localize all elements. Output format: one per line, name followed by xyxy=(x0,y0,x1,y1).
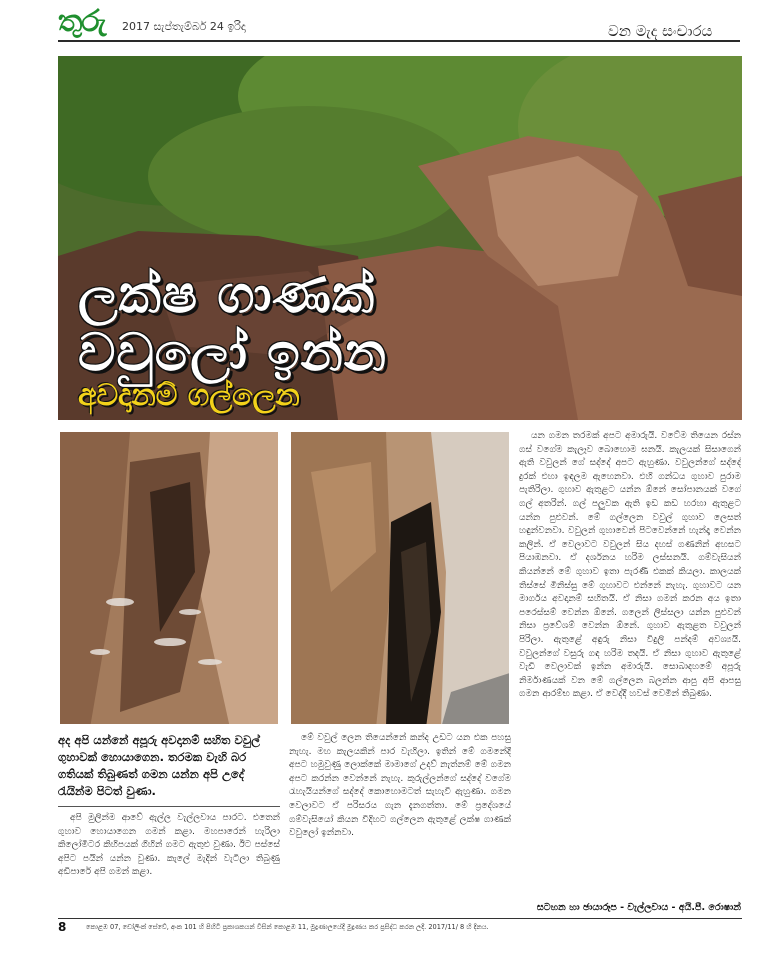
footer-rule xyxy=(58,918,742,919)
body-column-1 xyxy=(58,812,280,916)
issue-date: 2017 සැප්තැම්බර් 24 ඉරිදා xyxy=(122,20,246,33)
bats-in-cave-photo xyxy=(58,430,280,726)
body-paragraph: අපි මුලින්ම ආවේ ඇල්ල වැල්ලවාය පාරට. එතෙන් ගුහාව හොයාගෙන ගමන් කළා. මහපාරෙන් හැරිලා කිලෝමීටර කිහිපයක් ගිහින් ගමට ඇතුළු වුණා. ඊට පස්සේ අපිට පයින් යන්න වුණා. කැලේ මැදින් වැටිලා තිබුණු අඩිපාරේ අපි ගමන් කළා. xyxy=(58,813,280,878)
newspaper-logo: තුරු xyxy=(58,4,106,39)
body-paragraph: යන ගමන තරමක් අපට අමාරුයි. වටේම තියෙන රස්න ගස් වගේම කැලෑව බොහොම ඝනයි. කැලයක් සිසාගෙන් ඇති වවුලන් ගේ සද්දේ අපට ඇහුණා. වවුලන්ගේ සද්දේ දුරක් එහා ඉඳලම ඇහෙනවා. එහි ගන්ධය ගුහාව පුරාම පැතිරිලා. ගුහාව ඇතුළට යන්න ඕනේ සෝපානයක් වගේ ගල් අතරින්. ගල් පලුවක ඇති ඉඩ කඩ හරහා ඇතුළට යන්න පුළුවන්. මේ ගල්ලෙන වවුල් ගුහාව ලෙසත් හඳුන්වනවා. වවුලන් ගුහාවෙන් පිටවෙන්නේ හැන්දෑ වෙන්න කලින්. ඒ වෙලාවට වවුලන් සිය දහස් ගණනින් අහසට පියාඹනවා. ඒ දර්ශනය හරිම ලස්සනයි. ගම්වැසියන් කියන්නේ මේ ගුහාව ඉතා පැරණි එකක් කියලා. කාලයක් තිස්සේ මිනිස්සු මේ ගුහාවට එන්නේ නැහැ. ගුහාවට යන මාර්ගය අවදානම් සහිතයි. ඒ නිසා ගමන් කරන අය ඉතා පරෙස්සම් වෙන්න ඕනේ. ගලෙන් ලිස්සලා යන්න පුළුවන් නිසා ප්‍රවේශම් වෙන්න ඕනේ. ගුහාව ඇතුළත වවුලන් පිරිලා. ඇතුළේ අඳුරු නිසා විදුලි පන්දම් අවශ්‍යයි. වවුලන්ගේ වසුරු ගඳ හරිම තදයි. ඒ නිසා ගුහාව ඇතුළේ වැඩි වෙලාවක් ඉන්න අමාරුයි. සොබාදහමේ අපූරු නිර්මාණයක් වන මේ ගල්ලෙන බලන්න ආපු අපි ආපසු ගමන ආරම්භ කළා. ඒ වෙද්දී හවස් වෙමින් තිබුණා. xyxy=(519,431,741,700)
headline-line-1: ලක්ෂ ගාණක් xyxy=(78,265,376,325)
header-rule xyxy=(58,40,740,42)
body-paragraph: මේ වවුල් ලෙන තියෙන්නේ කන්ද උඩට යන එක පහසු නැහැ. මහ කැලයකින් පාර වැහිලා. ඉතින් මේ ගමනේදී අපට හමුවුණු ලොක්කේ මාමාගේ උදව් නැත්නම් මේ ගමන අපට කරන්න වෙන්නේ නැහැ. කුරුල්ලන්ගේ සද්දේ වගේම රැහැයියන්ගේ සද්දේ කොහොමටත් සැහැවී ඇහුණා. ගමන වෙලාවට ඒ පරිසරය ගැන දැනගත්තා. මේ ප්‍රදේශයේ ගම්වැසියෝ කියන විදිහට ගල්ලෙන ඇතුළේ ලක්ෂ ගාණක් වවුලෝ ඉන්නවා. xyxy=(289,733,511,839)
caption-rule xyxy=(58,806,280,807)
page-number: 8 xyxy=(58,920,67,934)
subheadline: අවදානම් ගල්ලෙන xyxy=(78,378,300,413)
masthead xyxy=(0,0,782,48)
byline: සටහන හා ඡායාරූප - වැල්ලවාය - අයි.පී. රොෂාන් xyxy=(536,902,741,913)
lead-caption: අද අපි යන්නේ අපූරු අවදානම් සහිත වවුල් ගුහාවක් හොයාගෙන. තරමක වැහි බර ගතියක් තිබුණත් ගමන යන්න අපි උදේ රැයින්ම පිටත් වුණා. xyxy=(58,733,261,798)
headline xyxy=(78,266,387,382)
section-title: වන මැද සංචාරය xyxy=(608,22,713,40)
imprint-line: කොළඹ 07, ඩෝලිංක් සේවේ, අංක 101 හි පිහිටි ප්‍රකාශකයන් විසින් කොළඹ 11, මුද්‍රණාලයේදී මුද්‍රණය කර ප්‍රසිද්ධ කරන ලදී. 2017/11/ 8 හි දිනය. xyxy=(86,923,489,931)
body-column-3 xyxy=(519,430,741,896)
cave-entrance-photo xyxy=(289,430,511,726)
crevice-illustration xyxy=(291,432,511,726)
bat-cave-illustration xyxy=(60,432,280,726)
body-column-2 xyxy=(289,732,511,916)
hero-photo xyxy=(58,56,742,420)
headline-line-2: වවුලෝ ඉන්න xyxy=(78,323,388,383)
